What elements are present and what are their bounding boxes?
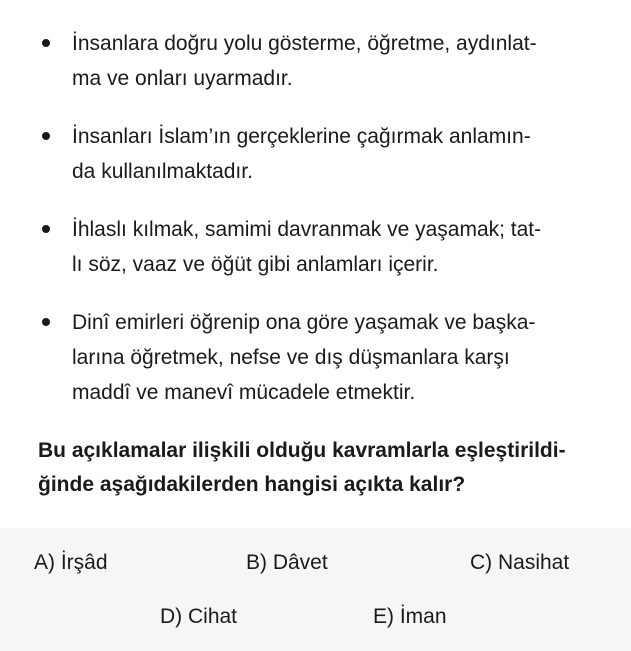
question-stem (38, 434, 598, 502)
bullet-icon (42, 132, 50, 140)
list-item-text: maddî ve manevî mücadele etmektir. (72, 381, 416, 404)
list-item-text: ma ve onları uyarmadır. (72, 67, 293, 90)
option-b[interactable]: B) Dâvet (246, 551, 328, 574)
question-line: ğinde aşağıdakilerden hangisi açıkta kalır? (38, 473, 466, 496)
option-d[interactable]: D) Cihat (160, 605, 238, 628)
option-e[interactable]: E) İman (373, 605, 447, 628)
list-item-text: İnsanlara doğru yolu gösterme, öğretme, aydınlat- (72, 32, 537, 55)
list-item (0, 26, 615, 96)
question-line: Bu açıklamalar ilişkili olduğu kavramlarla eşleştirildi- (38, 439, 566, 462)
list-item (0, 305, 615, 410)
option-c[interactable]: C) Nasihat (470, 551, 570, 574)
list-item (0, 119, 615, 189)
bullet-icon (42, 39, 50, 47)
answer-options-area (0, 528, 631, 651)
list-item-text: lı söz, vaaz ve öğüt gibi anlamları içerir. (72, 253, 439, 276)
list-item-text: da kullanılmaktadır. (72, 160, 253, 183)
list-item-text: İhlaslı kılmak, samimi davranmak ve yaşamak; tat- (72, 218, 542, 241)
list-item-text: İnsanları İslam’ın gerçeklerine çağırmak anlamın- (72, 125, 531, 148)
list-item (0, 212, 615, 282)
list-item-text: larına öğretmek, nefse ve dış düşmanlara karşı (72, 346, 510, 369)
list-item-text: Dinî emirleri öğrenip ona göre yaşamak ve başka- (72, 311, 536, 334)
bullet-icon (42, 318, 50, 326)
bullet-icon (42, 225, 50, 233)
option-a[interactable]: A) İrşâd (34, 551, 108, 574)
description-list (0, 26, 615, 433)
